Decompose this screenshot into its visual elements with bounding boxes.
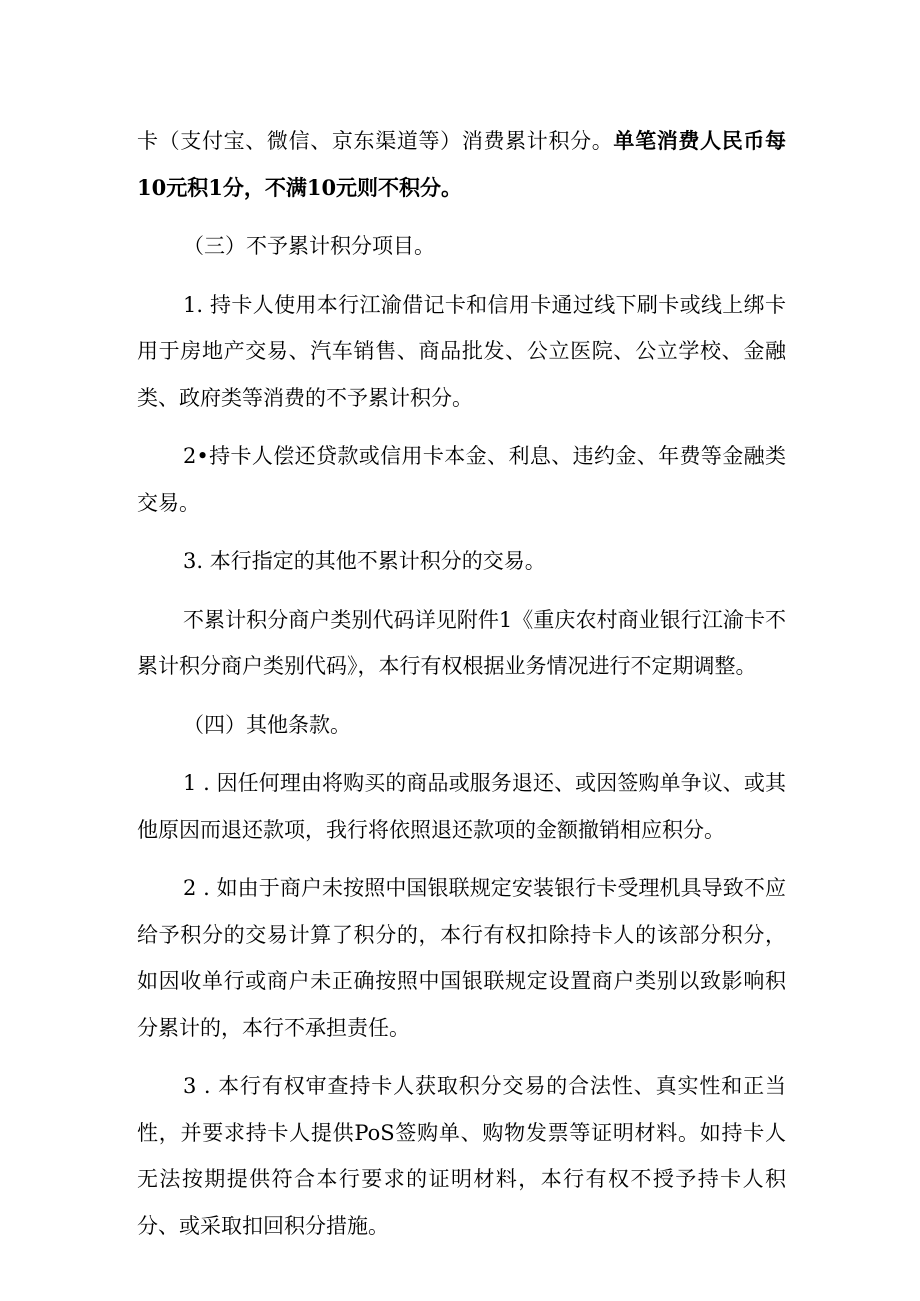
excluded-item-3: 3. 本行指定的其他不累计积分的交易。 (183, 549, 546, 573)
excluded-item-1: 1. 持卡人使用本行江渝借记卡和信用卡通过线下刷卡或线上绑卡用于房地产交易、汽车销售、商品批发、公立医院、公立学校、金融类、政府类等消费的不予累计积分。 (137, 292, 786, 410)
points-rule-bold-text: 单笔消费人民币每10元积1分，不满10元则不积分。 (137, 128, 787, 200)
paragraph-points-rule (137, 118, 786, 211)
section-heading-excluded-items: （三）不予累计积分项目。 (183, 234, 435, 258)
other-term-1: 1 . 因任何理由将购买的商品或服务退还、或因签购单争议、或其他原因而退还款项，我行将依照退还款项的金额撤销相应积分。 (137, 771, 786, 842)
section-heading-other-terms: （四）其他条款。 (183, 712, 351, 737)
excluded-mcc-note: 不累计积分商户类别代码详见附件1《重庆农村商业银行江渝卡不累计积分商户类别代码》，本行有权根据业务情况进行不定期调整。 (137, 607, 786, 678)
other-term-2: 2 . 如由于商户未按照中国银联规定安装银行卡受理机具导致不应给予积分的交易计算了积分的，本行有权扣除持卡人的该部分积分，如因收单行或商户未正确按照中国银联规定设置商户类别以致影响积分累计的，本行不承担责任。 (137, 876, 786, 1040)
points-rule-text: 卡（支付宝、微信、京东渠道等）消费累计积分。 (137, 129, 614, 153)
excluded-item-2: 2•持卡人偿还贷款或信用卡本金、利息、违约金、年费等金融类交易。 (137, 444, 786, 515)
other-term-3: 3 . 本行有权审查持卡人获取积分交易的合法性、真实性和正当性，并要求持卡人提供PoS签购单、购物发票等证明材料。如持卡人无法按期提供符合本行要求的证明材料，本行有权不授予持卡人积分、或采取扣回积分措施。 (137, 1074, 786, 1238)
